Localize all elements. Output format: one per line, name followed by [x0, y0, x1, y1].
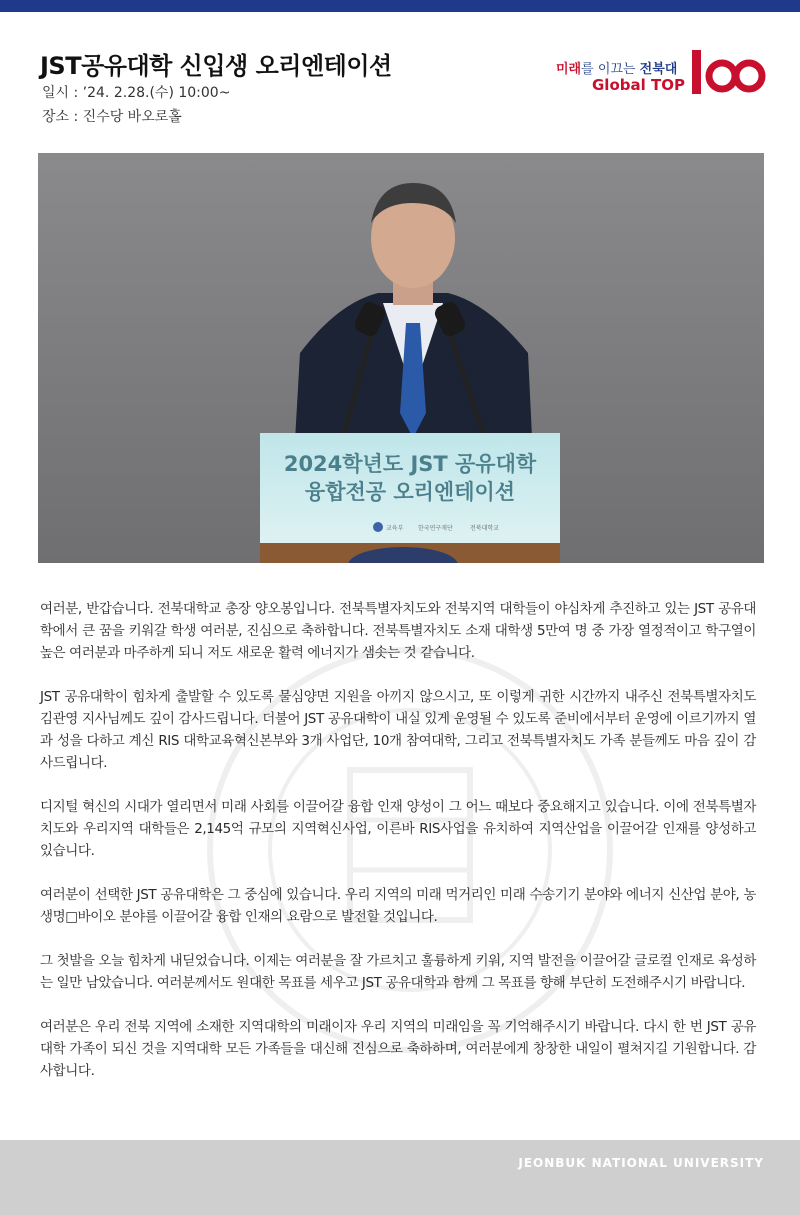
event-place: 장소 : 진수당 바오로홀 — [42, 109, 182, 125]
logo-100-mark — [686, 44, 766, 100]
logo-global-top: Global TOP — [592, 76, 685, 94]
speech-paragraph: 그 첫발을 오늘 힘차게 내딛었습니다. 이제는 여러분을 잘 가르치고 훌륭하게 키워, 지역 발전을 이끌어갈 글로컬 인재로 육성하는 일만 남았습니다. 여러분께서도 원대한 목표를 세우고 JST 공유대학과 함께 그 목표를 향해 부단히 도전해주시기 바랍니다. — [40, 953, 756, 991]
speaker-at-podium-image — [38, 153, 764, 563]
event-date: 일시 : ’24. 2.28.(수) 10:00~ — [42, 85, 231, 101]
podium-text-line-1: 2024학년도 JST 공유대학 — [283, 452, 537, 476]
speech-paragraph: 여러분이 선택한 JST 공유대학은 그 중심에 있습니다. 우리 지역의 미래 먹거리인 미래 수송기기 분야와 에너지 신산업 분야, 농생명□바이오 분야를 이끌어갈 융합 인재의 요람으로 발전할 것입니다. — [40, 887, 756, 925]
speech-body — [40, 598, 756, 1104]
logo-slogan: 미래를 이끄는 전북대 — [556, 62, 678, 77]
svg-text:교육부: 교육부 — [386, 525, 404, 532]
page-title: JST공유대학 신입생 오리엔테이션 — [40, 52, 392, 80]
footer-university-name: JEONBUK NATIONAL UNIVERSITY — [518, 1156, 764, 1170]
speech-paragraph: 여러분은 우리 전북 지역에 소재한 지역대학의 미래이자 우리 지역의 미래임을 꼭 기억해주시기 바랍니다. 다시 한 번 JST 공유대학 가족이 되신 것을 지역대학 모든 가족들을 대신해 진심으로 축하하며, 여러분에게 창창한 내일이 펼쳐지길 기원합니다. 감사합니다. — [40, 1019, 756, 1079]
podium-text-line-2: 융합전공 오리엔테이션 — [304, 480, 516, 504]
top-accent-bar — [0, 0, 800, 12]
speech-paragraph: 디지털 혁신의 시대가 열리면서 미래 사회를 이끌어갈 융합 인재 양성이 그 어느 때보다 중요해지고 있습니다. 이에 전북특별자치도와 우리지역 대학들은 2,145억 규모의 지역혁신사업, 이른바 RIS사업을 유치하여 지역산업을 이끌어갈 인재를 양성하고 있습니다. — [40, 799, 756, 859]
speech-paragraph: 여러분, 반갑습니다. 전북대학교 총장 양오봉입니다. 전북특별자치도와 전북지역 대학들이 야심차게 추진하고 있는 JST 공유대학에서 큰 꿈을 키워갈 학생 여러분, 진심으로 축하합니다. 전북특별자치도 소재 대학생 5만여 명 중 가장 열정적이고 학구열이 높은 여러분과 마주하게 되니 저도 새로운 활력 에너지가 샘솟는 것 같습니다. — [40, 601, 756, 661]
university-logo — [556, 44, 766, 100]
footer-bar — [0, 1140, 800, 1215]
speech-paragraph: JST 공유대학이 힘차게 출발할 수 있도록 물심양면 지원을 아끼지 않으시고, 또 이렇게 귀한 시간까지 내주신 전북특별자치도 김관영 지사님께도 깊이 감사드립니다. 더불어 JST 공유대학이 내실 있게 운영될 수 있도록 준비에서부터 운영에 이르기까지 열과 성을 다하고 계신 RIS 대학교육혁신본부와 3개 사업단, 10개 참여대학, 그리고 전북특별자치도 가족 분들께도 마음 깊이 감사드립니다. — [40, 689, 756, 771]
event-photo — [38, 153, 764, 563]
svg-text:한국연구재단: 한국연구재단 — [418, 525, 453, 532]
svg-text:전북대학교: 전북대학교 — [470, 525, 499, 532]
